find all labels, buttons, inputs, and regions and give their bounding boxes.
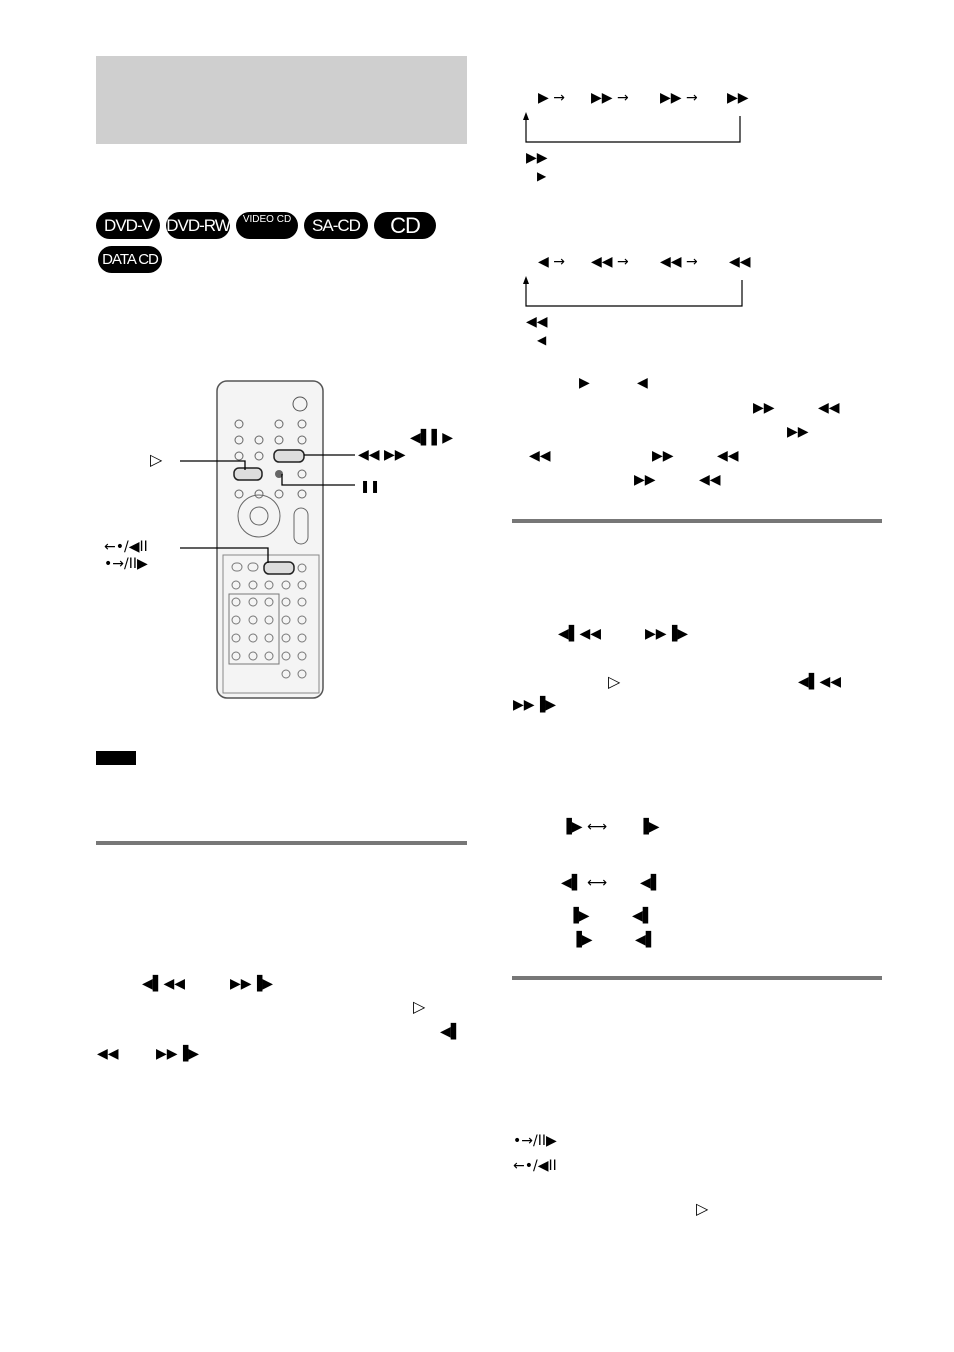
left-row1-b: ▶▶▐▶ <box>230 976 274 992</box>
scan-note-r5-a: ▶▶ <box>634 472 656 488</box>
scan-note-r4-c: ◀◀ <box>717 448 739 464</box>
scan-label: ◀◀ ▶▶ <box>358 447 406 463</box>
reverse-legend-2: ◀ <box>537 333 547 347</box>
slow-row1-a: ◀▌◀◀ <box>558 626 602 642</box>
slow-row3: ▶▶▐▶ <box>513 697 557 713</box>
forward-step-1: ▶ → <box>538 90 565 106</box>
slow-fwd2-a: ▐▶ <box>568 908 590 924</box>
scan-note-r4-a: ◀◀ <box>529 448 551 464</box>
slow-rev2-b: ◀▌ <box>635 932 657 948</box>
left-row3-a: ◀◀ <box>97 1046 119 1062</box>
slow-rev-b: ◀▌ <box>640 875 662 891</box>
slow-row1-b: ▶▶▐▶ <box>645 626 689 642</box>
left-row3-b: ▶▶▐▶ <box>156 1046 200 1062</box>
reverse-step-2: ◀◀ → <box>591 254 629 270</box>
pause-label: ❚❚ <box>360 479 381 493</box>
video-cd-badge: VIDEO CD <box>236 212 298 239</box>
data-cd-badge: DATA CD <box>98 246 162 273</box>
reverse-step-1: ◀ → <box>538 254 565 270</box>
slow-fwd-b: ▐▶ <box>638 819 660 835</box>
cd-badge: CD <box>374 212 436 239</box>
scan-note-r1-a: ▶ <box>579 375 590 391</box>
slow-fwd2-b: ◀▌ <box>632 908 654 924</box>
forward-legend-1: ▶▶ <box>526 150 548 166</box>
slow-rev-a: ◀▌ ⟷ <box>561 875 608 891</box>
reverse-step-4: ◀◀ <box>729 254 751 270</box>
dvd-v-badge: DVD-V <box>96 212 160 239</box>
section-rule-left <box>96 841 467 845</box>
step-forward-label: •→/II▶ <box>104 556 148 572</box>
note-label-box <box>96 751 136 765</box>
reverse-step-3: ◀◀ → <box>660 254 698 270</box>
section-rule-slow-motion <box>512 519 882 523</box>
scan-note-r5-b: ◀◀ <box>699 472 721 488</box>
step-back-symbol: ←•/◀II <box>513 1158 557 1174</box>
step-back-label: ←•/◀II <box>104 539 148 555</box>
dvd-rw-badge: DVD-RW <box>166 212 230 239</box>
slow-row2-end: ◀▌◀◀ <box>798 674 842 690</box>
left-row2-end: ◀▌ <box>440 1024 462 1040</box>
scan-note-r2-a: ▶▶ <box>753 400 775 416</box>
step-forward-symbol: •→/II▶ <box>513 1133 557 1149</box>
scan-note-r4-b: ▶▶ <box>652 448 674 464</box>
slow-rev2-a: ▐▶ <box>571 932 593 948</box>
forward-step-2: ▶▶ → <box>591 90 629 106</box>
slow-search-label: ◀▌▌▶ <box>410 430 454 446</box>
section-rule-step <box>512 976 882 980</box>
reverse-loop-arrow <box>518 272 748 312</box>
left-row1-a: ◀▌◀◀ <box>142 976 186 992</box>
reverse-legend-1: ◀◀ <box>526 314 548 330</box>
forward-step-3: ▶▶ → <box>660 90 698 106</box>
step-play-symbol: ▷ <box>696 1199 709 1218</box>
forward-legend-2: ▶ <box>537 169 547 183</box>
scan-note-r2-b: ◀◀ <box>818 400 840 416</box>
forward-loop-arrow <box>518 108 748 148</box>
scan-note-r1-b: ◀ <box>637 375 648 391</box>
sa-cd-badge: SA-CD <box>304 212 368 239</box>
forward-step-4: ▶▶ <box>727 90 749 106</box>
left-play-symbol: ▷ <box>413 997 426 1016</box>
play-label: ▷ <box>150 450 163 469</box>
slow-play-symbol: ▷ <box>608 672 621 691</box>
slow-fwd-a: ▐▶ ⟷ <box>561 819 608 835</box>
scan-note-r3: ▶▶ <box>787 424 809 440</box>
